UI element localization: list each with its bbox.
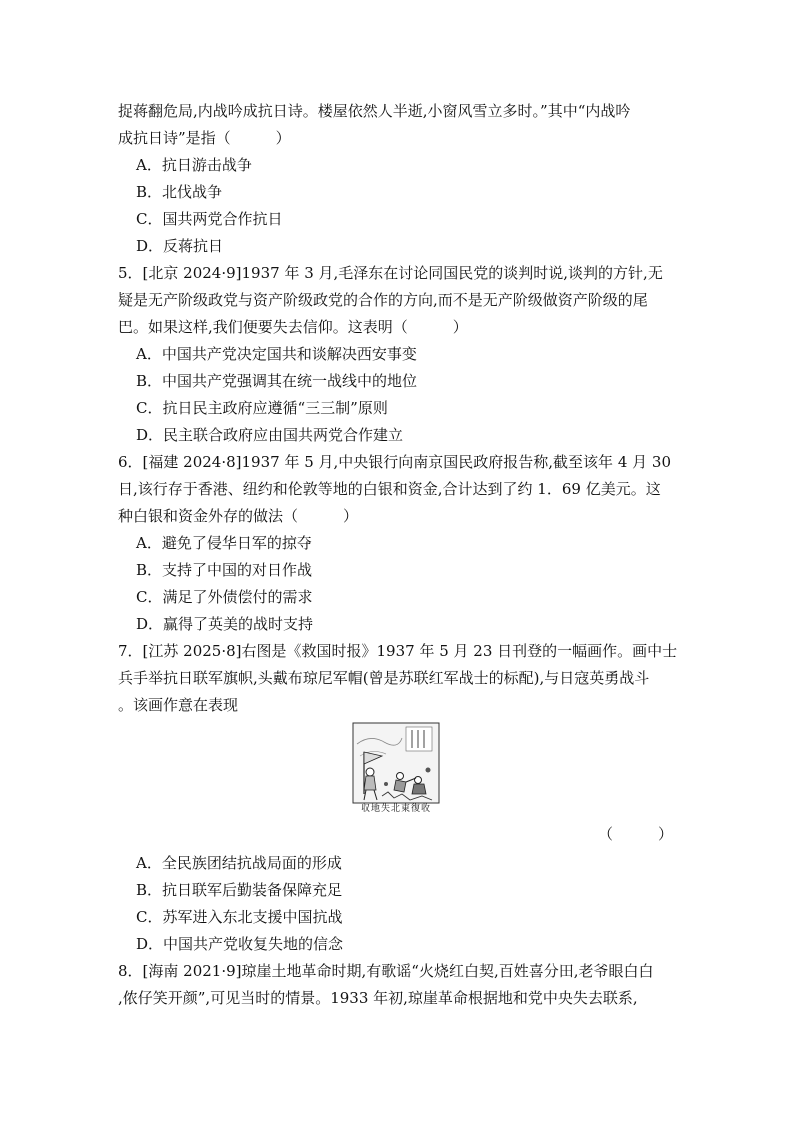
q4-stem-line-1: 捉蒋翻危局,内战吟成抗日诗。楼屋依然人半逝,小窗风雪立多时。”其中“内战吟 [118, 102, 631, 120]
q6-option-a: A．避免了侵华日军的掠夺 [136, 534, 312, 552]
q6-option-c: C．满足了外债偿付的需求 [136, 588, 313, 606]
q4-option-b: B．北伐战争 [136, 183, 223, 201]
q7-stem-line-1: 7．[江苏 2025·8]右图是《救国时报》1937 年 5 月 23 日刊登的一幅画作。画中士 [118, 642, 678, 660]
q8-stem-line-2: ,侬仔笑开颜”,可见当时的情景。1933 年初,琼崖革命根据地和党中央失去联系, [118, 989, 638, 1007]
q6-stem-line-2: 日,该行存于香港、纽约和伦敦等地的白银和资金,合计达到了约 1．69 亿美元。这 [118, 480, 661, 498]
q6-option-d: D．赢得了英美的战时支持 [136, 615, 314, 633]
q8-stem-line-1: 8．[海南 2021·9]琼崖土地革命时期,有歌谣“火烧红白契,百姓喜分田,老爷眼白白 [118, 962, 654, 980]
q7-stem-line-2: 兵手举抗日联军旗帜,头戴布琼尼军帽(曾是苏联红军战士的标配),与日寇英勇战斗 [118, 669, 650, 687]
q6-option-b: B．支持了中国的对日作战 [136, 561, 313, 579]
q5-stem-line-3: 巴。如果这样,我们便要失去信仰。这表明（ ） [118, 318, 468, 336]
q7-cartoon-figure [352, 722, 440, 816]
q5-option-b: B．中国共产党强调其在统一战线中的地位 [136, 372, 418, 390]
q7-option-d: D．中国共产党收复失地的信念 [136, 935, 344, 953]
q6-stem-line-1: 6．[福建 2024·8]1937 年 5 月,中央银行向南京国民政府报告称,截至该年 4 月 30 [118, 453, 671, 471]
q4-option-a: A．抗日游击战争 [136, 156, 252, 174]
q5-option-c: C．抗日民主政府应遵循“三三制”原则 [136, 399, 388, 417]
q5-option-a: A．中国共产党决定国共和谈解决西安事变 [136, 345, 417, 363]
q7-option-b: B．抗日联军后勤装备保障充足 [136, 881, 343, 899]
q7-option-a: A．全民族团结抗战局面的形成 [136, 854, 342, 872]
q5-option-d: D．民主联合政府应由国共两党合作建立 [136, 426, 404, 444]
q6-stem-line-3: 种白银和资金外存的做法（ ） [118, 507, 359, 525]
q7-answer-blank: （ ） [598, 825, 674, 843]
q7-stem-line-3: 。该画作意在表现 [118, 696, 239, 714]
q5-stem-line-1: 5．[北京 2024·9]1937 年 3 月,毛泽东在讨论同国民党的谈判时说,谈判的方针,无 [118, 264, 663, 282]
q5-stem-line-2: 疑是无产阶级政党与资产阶级政党的合作的方向,而不是无产阶级做资产阶级的尾 [118, 291, 648, 309]
q4-stem-line-2: 成抗日诗”是指（ ） [118, 129, 291, 147]
q7-figure-caption: 収地失北東復收 [360, 804, 431, 814]
q7-option-c: C．苏军进入东北支援中国抗战 [136, 908, 343, 926]
q4-option-d: D．反蒋抗日 [136, 237, 224, 255]
cartoon-illustration-icon [352, 722, 440, 816]
q4-option-c: C．国共两党合作抗日 [136, 210, 283, 228]
